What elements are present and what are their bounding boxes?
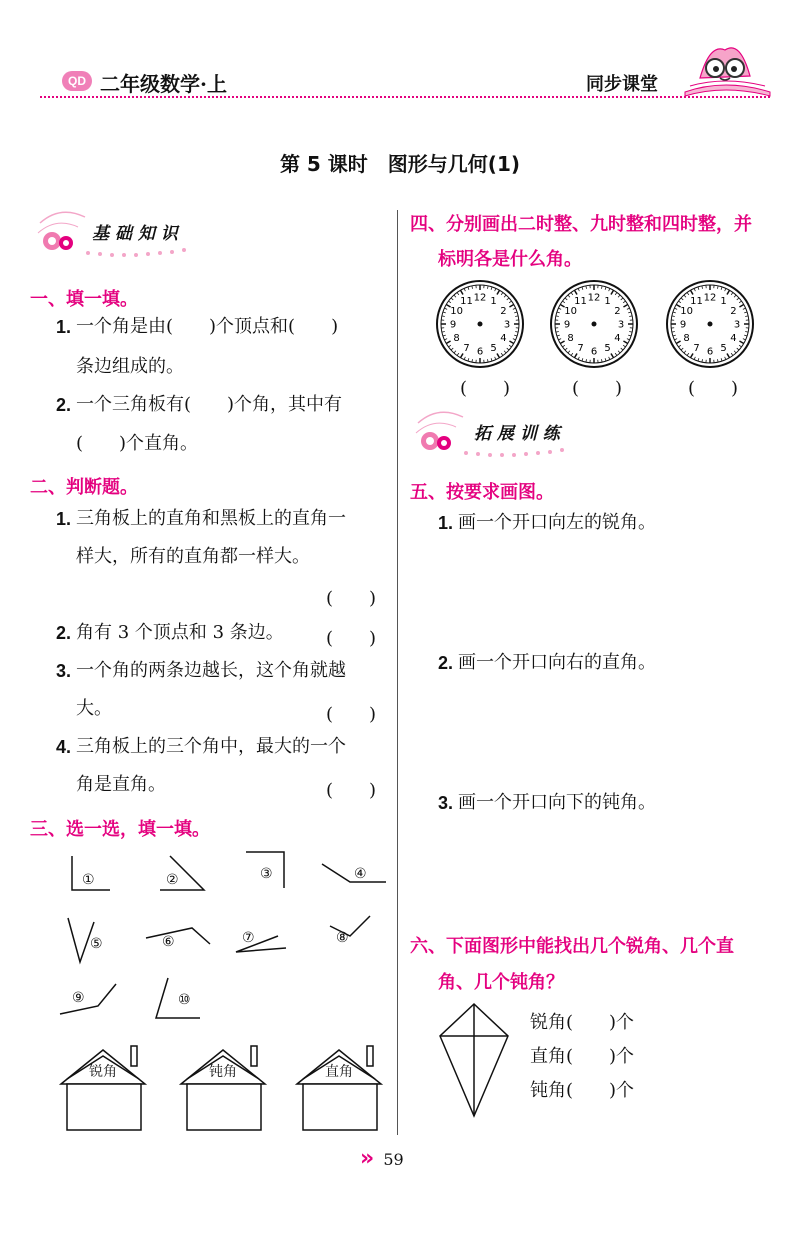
clock-answer-paren[interactable]: ( ): [688, 378, 739, 399]
section-3-title: 三、选一选，填一填。: [30, 819, 210, 840]
clock-center-dot: [592, 322, 597, 327]
series-title: 同步课堂: [586, 74, 658, 95]
clock-number: 6: [590, 346, 598, 358]
house-obtuse: [181, 1046, 265, 1130]
clock-number: 7: [463, 342, 470, 354]
section-1-title: 一、填一填。: [30, 289, 138, 310]
house-label-obtuse: 钝角: [209, 1064, 237, 1080]
section-6-title: 六、下面图形中能找出几个锐角、几个直: [410, 936, 734, 957]
clock-number: 4: [500, 333, 507, 344]
angle-label-3: ③: [260, 866, 273, 882]
clock-center-dot: [478, 322, 483, 327]
answer-paren[interactable]: ( ): [326, 780, 377, 801]
clock-number: 7: [577, 342, 584, 354]
page-header: [0, 0, 800, 110]
clock-number: 9: [449, 319, 457, 331]
acute-count-answer[interactable]: 锐角( )个: [530, 1012, 635, 1033]
q1-1-number: 1.: [56, 317, 72, 337]
clock-number: 2: [500, 306, 507, 317]
angle-6-shape: [146, 928, 210, 944]
q2-1-text-cont: 样大，所有的直角都一样大。: [76, 546, 310, 567]
clock-number: 4: [730, 333, 737, 344]
clock-number: 2: [614, 306, 621, 317]
clock-number: 8: [683, 333, 690, 344]
q1-2-number: 2.: [56, 395, 72, 415]
q2-3-text-cont: 大。: [76, 698, 112, 719]
house-label-right: 直角: [325, 1064, 353, 1080]
tag-label: 拓 展 训 练: [474, 424, 560, 444]
clock-number: 10: [680, 306, 693, 317]
section-6-title-cont: 角、几个钝角？: [438, 972, 564, 993]
q5-1-number: 1.: [438, 513, 454, 533]
obtuse-count-answer[interactable]: 钝角( )个: [530, 1080, 635, 1101]
clock-number: 5: [490, 342, 497, 354]
clock-center-dot: [708, 322, 713, 327]
angle-label-5: ⑤: [90, 936, 103, 952]
q5-2-text: 画一个开口向右的直角。: [458, 652, 656, 673]
basic-knowledge-tag: [30, 205, 220, 265]
page-footer: [360, 1146, 404, 1171]
clock-number: 3: [733, 319, 741, 331]
answer-paren[interactable]: ( ): [326, 588, 377, 609]
section-4-title-cont: 标明各是什么角。: [438, 249, 582, 270]
clock-number: 7: [693, 342, 700, 354]
angle-label-4: ④: [354, 866, 367, 882]
tag-label: 基 础 知 识: [92, 224, 178, 244]
clock-number: 10: [564, 306, 577, 317]
q1-1-text: 一个角是由( )个顶点和( ): [76, 316, 339, 337]
q5-2-number: 2.: [438, 653, 454, 673]
q5-1-text: 画一个开口向左的锐角。: [458, 512, 656, 533]
clock-number: 5: [720, 342, 727, 354]
q2-4-text: 三角板上的三个角中，最大的一个: [76, 736, 346, 757]
clock-number: 12: [473, 292, 487, 304]
angle-label-1: ①: [82, 872, 95, 888]
clock-number: 9: [679, 319, 687, 331]
clock-answer-paren[interactable]: ( ): [572, 378, 623, 399]
q5-3-text: 画一个开口向下的钝角。: [458, 792, 656, 813]
q5-3-number: 3.: [438, 793, 454, 813]
angle-houses: [55, 1042, 395, 1134]
angle-label-6: ⑥: [162, 934, 175, 950]
clock-faces: [430, 278, 770, 370]
q2-1-text: 三角板上的直角和黑板上的直角一: [76, 508, 346, 529]
clock-face: [667, 281, 753, 367]
section-2-title: 二、判断题。: [30, 477, 138, 498]
q1-2-text-cont: ( )个直角。: [76, 433, 199, 454]
house-acute: [61, 1046, 145, 1130]
clock-face: [551, 281, 637, 367]
answer-paren[interactable]: ( ): [326, 628, 377, 649]
angle-label-8: ⑧: [336, 930, 349, 946]
clock-number: 11: [460, 296, 473, 308]
page-number: 59: [383, 1150, 404, 1169]
clock-number: 3: [617, 319, 625, 331]
q2-4-text-cont: 角是直角。: [76, 774, 166, 795]
house-right: [297, 1046, 381, 1130]
header-badge: QD: [62, 71, 92, 91]
clock-number: 8: [567, 333, 574, 344]
q2-1-number: 1.: [56, 509, 72, 529]
header-divider: [40, 96, 770, 98]
book-title: 二年级数学·上: [100, 72, 227, 96]
clock-number: 12: [587, 292, 601, 304]
house-label-acute: 锐角: [89, 1064, 117, 1080]
q1-1-text-cont: 条边组成的。: [76, 356, 184, 377]
section-5-title: 五、按要求画图。: [410, 482, 554, 503]
lesson-title: 第 5 课时 图形与几何(1): [279, 152, 521, 176]
extend-training-tag: [408, 405, 598, 465]
angle-9-shape: [60, 984, 116, 1014]
angle-label-2: ②: [166, 872, 179, 888]
clock-number: 11: [574, 296, 587, 308]
column-divider: [397, 210, 398, 1135]
kite-figure: [436, 1000, 516, 1120]
angle-figures: [50, 848, 390, 1028]
q2-3-number: 3.: [56, 661, 72, 681]
q2-3-text: 一个角的两条边越长，这个角就越: [76, 660, 346, 681]
clock-number: 8: [453, 333, 460, 344]
q2-4-number: 4.: [56, 737, 72, 757]
clock-number: 9: [563, 319, 571, 331]
clock-number: 12: [703, 292, 717, 304]
section-4-title: 四、分别画出二时整、九时整和四时整，并: [410, 214, 752, 235]
clock-number: 1: [490, 296, 497, 308]
mascot-logo-icon: [670, 38, 780, 98]
angle-label-9: ⑨: [72, 990, 85, 1006]
clock-number: 2: [730, 306, 737, 317]
clock-number: 6: [476, 346, 484, 358]
q2-2-number: 2.: [56, 623, 72, 643]
clock-number: 10: [450, 306, 463, 317]
clock-number: 6: [706, 346, 714, 358]
q1-2-text: 一个三角板有( )个角，其中有: [76, 394, 343, 415]
clock-number: 4: [614, 333, 621, 344]
clock-number: 5: [604, 342, 611, 354]
clock-number: 11: [690, 296, 703, 308]
double-chevron-icon: »: [360, 1146, 375, 1171]
angle-label-10: ⑩: [178, 992, 191, 1008]
right-count-answer[interactable]: 直角( )个: [530, 1046, 635, 1067]
clock-number: 1: [720, 296, 727, 308]
clock-answer-paren[interactable]: ( ): [460, 378, 511, 399]
q2-2-text: 角有 3 个顶点和 3 条边。: [76, 622, 284, 643]
clock-face: [437, 281, 523, 367]
angle-label-7: ⑦: [242, 930, 255, 946]
answer-paren[interactable]: ( ): [326, 704, 377, 725]
clock-number: 1: [604, 296, 611, 308]
clock-number: 3: [503, 319, 511, 331]
